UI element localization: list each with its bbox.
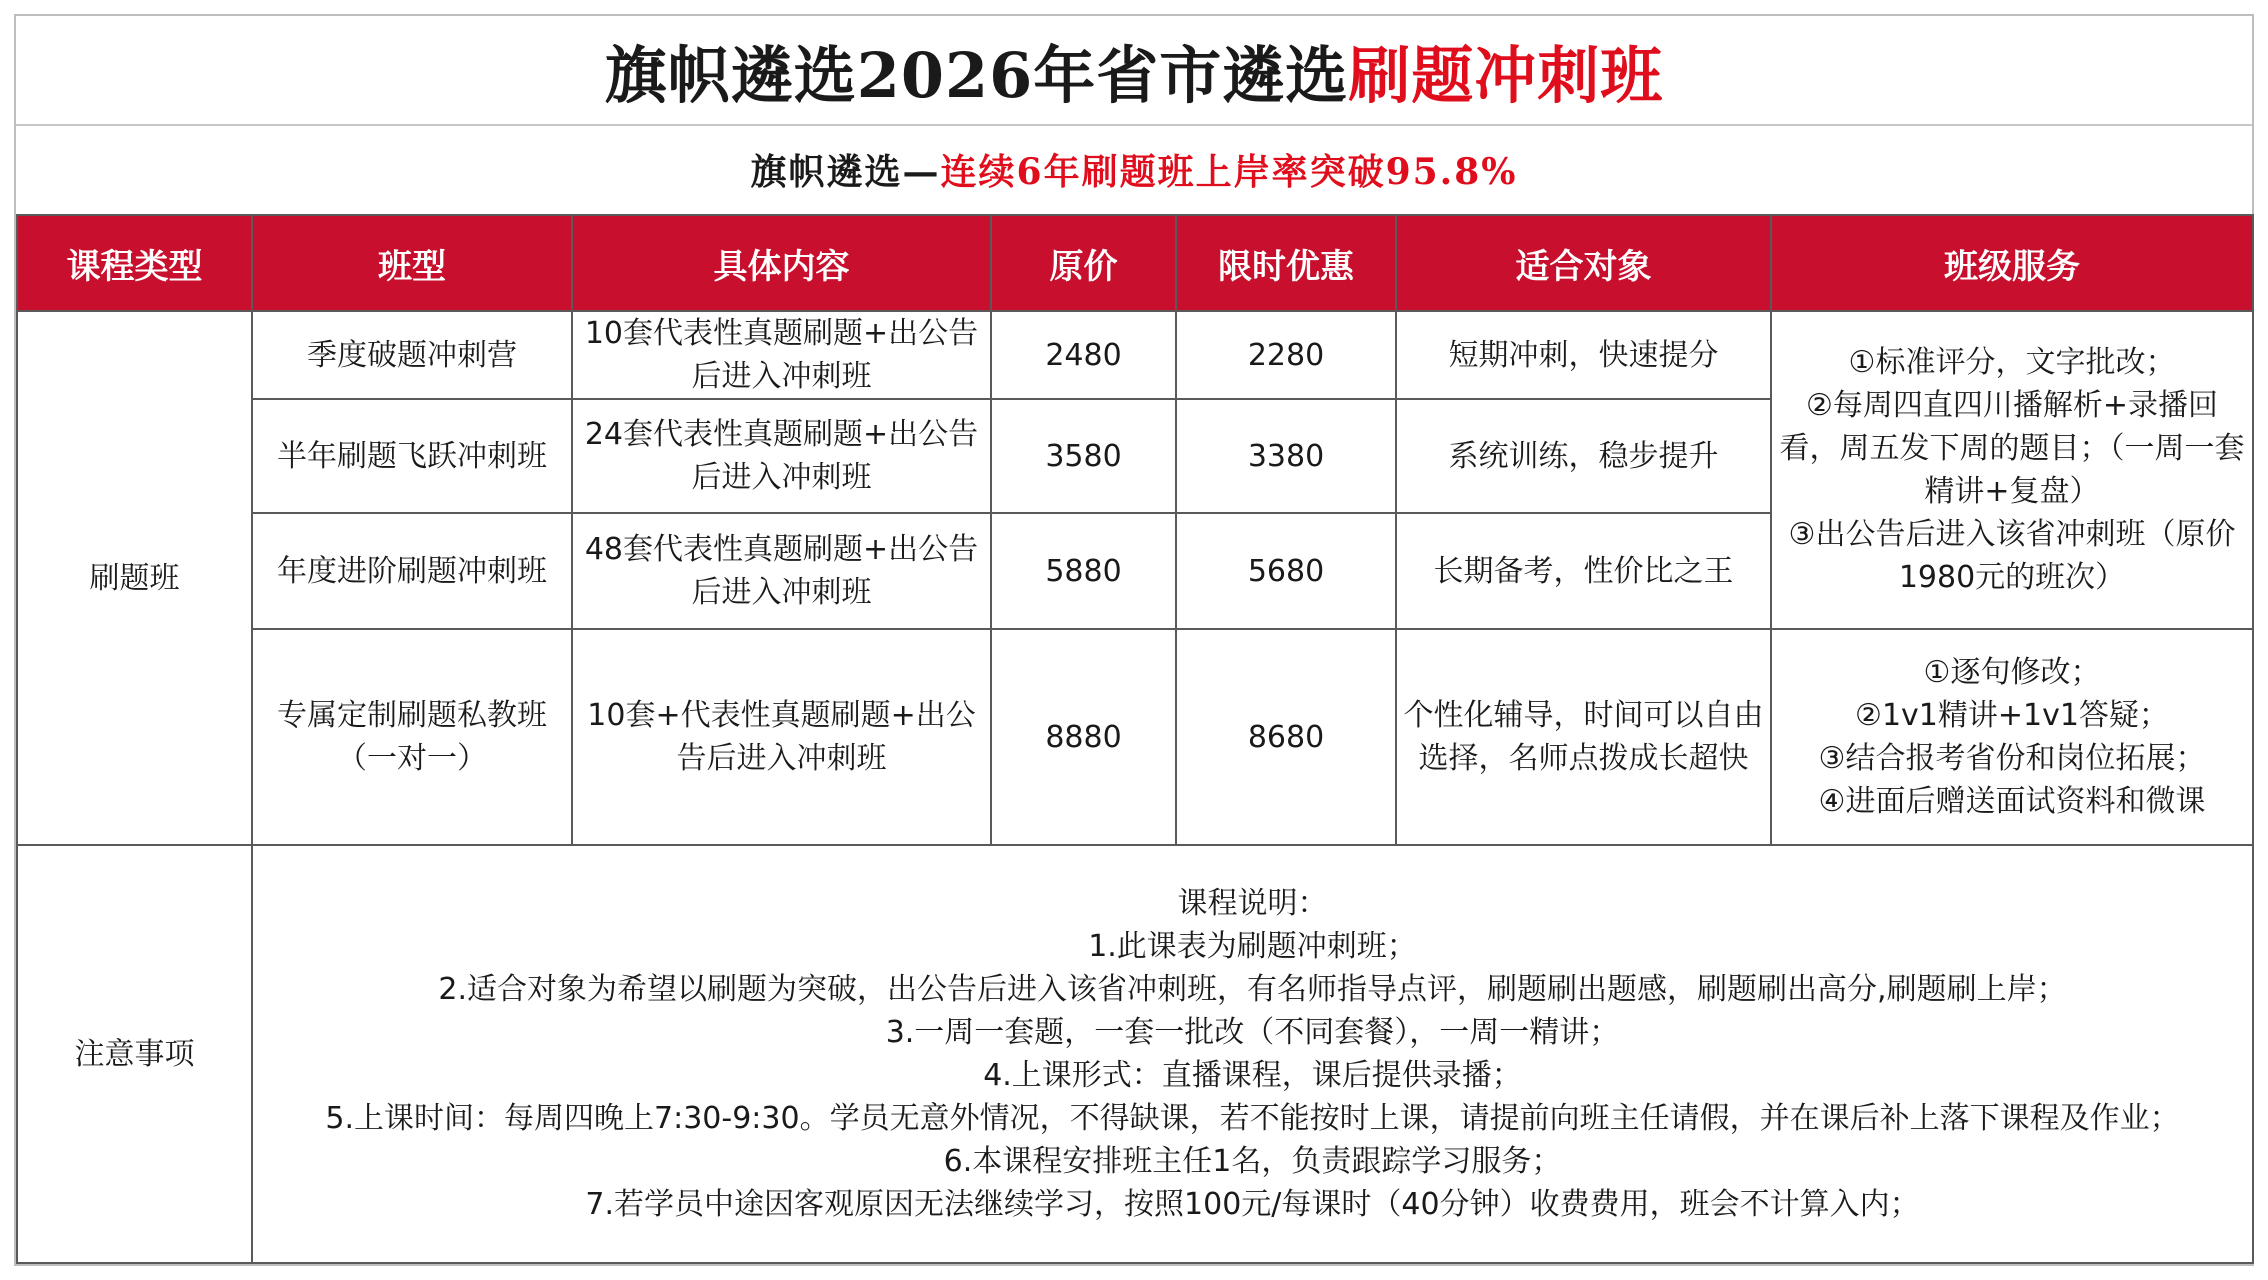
category-cell: 刷题班	[17, 311, 252, 845]
table-row	[17, 629, 2253, 845]
service-item: ③出公告后进入该省冲刺班（原价1980元的班次）	[1788, 517, 2236, 595]
course-table	[16, 214, 2254, 1264]
service-item: ②1v1精讲+1v1答疑；	[1855, 698, 2169, 733]
header-content: 具体内容	[572, 215, 991, 311]
original-price-cell: 3580	[991, 399, 1176, 513]
notes-line: 3.一周一套题，一套一批改（不同套餐），一周一精讲；	[885, 1015, 1620, 1050]
title-highlight: 刷题冲刺班	[1348, 38, 1664, 112]
service-cell-standard	[1771, 311, 2253, 629]
header-discount-price: 限时优惠	[1176, 215, 1396, 311]
header-audience: 适合对象	[1396, 215, 1771, 311]
service-item: ③结合报考省份和岗位拓展；	[1818, 741, 2206, 776]
header-course-type: 课程类型	[17, 215, 252, 311]
notes-row	[17, 845, 2253, 1263]
class-type-cell: 季度破题冲刺营	[252, 311, 572, 399]
audience-cell: 长期备考，性价比之王	[1396, 513, 1771, 629]
original-price-cell: 8880	[991, 629, 1176, 845]
header-original-price: 原价	[991, 215, 1176, 311]
discount-price-cell: 2280	[1176, 311, 1396, 399]
audience-cell: 个性化辅导，时间可以自由选择，名师点拨成长超快	[1396, 629, 1771, 845]
header-class-type: 班型	[252, 215, 572, 311]
content-cell: 10套代表性真题刷题+出公告后进入冲刺班	[572, 311, 991, 399]
content-cell: 48套代表性真题刷题+出公告后进入冲刺班	[572, 513, 991, 629]
content-cell: 10套+代表性真题刷题+出公告后进入冲刺班	[572, 629, 991, 845]
original-price-cell: 2480	[991, 311, 1176, 399]
notes-line: 7.若学员中途因客观原因无法继续学习，按照100元/每课时（40分钟）收费费用，班会不计算入内；	[585, 1187, 1920, 1222]
title-prefix: 旗帜遴选2026年省市遴选	[604, 38, 1349, 112]
class-type-cell: 半年刷题飞跃冲刺班	[252, 399, 572, 513]
table-header-row	[17, 215, 2253, 311]
notes-label: 注意事项	[17, 845, 252, 1263]
notes-line: 2.适合对象为希望以刷题为突破，出公告后进入该省冲刺班，有名师指导点评，刷题刷出题感，刷题刷出高分,刷题刷上岸；	[438, 972, 2067, 1007]
audience-cell: 系统训练，稳步提升	[1396, 399, 1771, 513]
original-price-cell: 5880	[991, 513, 1176, 629]
audience-cell: 短期冲刺，快速提分	[1396, 311, 1771, 399]
table-row	[17, 311, 2253, 399]
discount-price-cell: 5680	[1176, 513, 1396, 629]
subtitle-prefix: 旗帜遴选—	[750, 150, 941, 193]
class-type-cell: 年度进阶刷题冲刺班	[252, 513, 572, 629]
notes-line: 4.上课形式：直播课程，课后提供录播；	[983, 1058, 1522, 1093]
subtitle-highlight: 连续6年刷题班上岸率突破95.8%	[940, 150, 1518, 193]
discount-price-cell: 3380	[1176, 399, 1396, 513]
service-item: ①逐句修改；	[1923, 655, 2101, 690]
service-item: ②每周四直四川播解析+录播回看，周五发下周的题目；（一周一套精讲+复盘）	[1779, 388, 2245, 509]
notes-line: 5.上课时间：每周四晚上7:30-9:30。学员无意外情况，不得缺课，若不能按时上课，请提前向班主任请假，并在课后补上落下课程及作业；	[325, 1101, 2180, 1136]
notes-line: 6.本课程安排班主任1名，负责跟踪学习服务；	[943, 1144, 1562, 1179]
content-cell: 24套代表性真题刷题+出公告后进入冲刺班	[572, 399, 991, 513]
course-sheet	[14, 14, 2254, 1266]
page-subtitle	[16, 124, 2252, 214]
notes-cell	[252, 845, 2253, 1263]
page-title	[16, 16, 2252, 126]
class-type-cell: 专属定制刷题私教班（一对一）	[252, 629, 572, 845]
service-item: ①标准评分，文字批改；	[1848, 345, 2176, 380]
notes-line: 课程说明：	[1177, 886, 1328, 921]
discount-price-cell: 8680	[1176, 629, 1396, 845]
notes-line: 1.此课表为刷题冲刺班；	[1088, 929, 1417, 964]
service-item: ④进面后赠送面试资料和微课	[1818, 784, 2206, 819]
header-service: 班级服务	[1771, 215, 2253, 311]
service-cell-private	[1771, 629, 2253, 845]
